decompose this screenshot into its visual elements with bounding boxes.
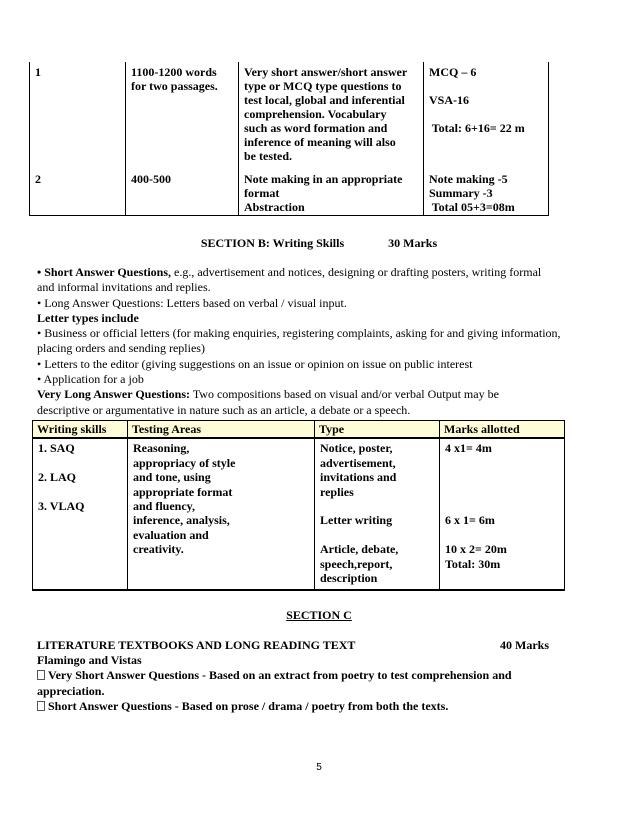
- marks-cell: [424, 164, 549, 216]
- cell-spacer: [445, 499, 560, 513]
- cell-line: Letter writing: [320, 513, 393, 528]
- description-cell: [239, 62, 424, 164]
- literature-section: [37, 638, 597, 714]
- text-line: [37, 296, 597, 311]
- cell-spacer: [445, 485, 560, 499]
- list-item: [37, 668, 597, 683]
- cell-line: test local, global and inferential: [244, 93, 405, 107]
- cell-line: Total 05+3=08m: [429, 200, 515, 214]
- plain-text: and informal invitations and replies.: [37, 280, 211, 295]
- cell-line: VSA-16: [429, 93, 470, 107]
- cell-spacer: [38, 485, 123, 499]
- column-header: Type: [315, 421, 440, 439]
- cell-line: 3. VLAQ: [38, 499, 85, 513]
- cell-line: comprehension. Vocabulary: [244, 107, 387, 121]
- table-row: [33, 438, 565, 590]
- cell-line: Total: 6+16= 22 m: [429, 121, 525, 135]
- text-line: [37, 280, 597, 295]
- item-text: Very Short Answer Questions - Based on an extract from poetry to test comprehension and: [48, 668, 512, 683]
- cell-line: Summary -3: [429, 186, 493, 200]
- description-cell: [239, 164, 424, 216]
- cell-line: and fluency,: [133, 499, 196, 514]
- bold-text: Very Long Answer Questions:: [37, 387, 191, 402]
- cell-line: description: [320, 571, 378, 586]
- list-item-continuation: appreciation.: [37, 683, 105, 698]
- bullet-box-icon: [37, 670, 45, 680]
- cell-line: speech,report,: [320, 556, 393, 571]
- bullet-box-icon: [37, 701, 45, 711]
- cell-line: format: [244, 186, 280, 200]
- cell-line: 1100-1200 words: [131, 65, 217, 79]
- column-header: Marks allotted: [440, 421, 565, 439]
- cell-line: Note making in an appropriate: [244, 172, 403, 186]
- cell-line: inference, analysis,: [133, 513, 230, 528]
- section-c-title: SECTION C: [286, 608, 352, 622]
- section-b-marks: 30 Marks: [388, 236, 438, 250]
- cell-line: advertisement,: [320, 455, 396, 470]
- cell-line: evaluation and: [133, 527, 209, 542]
- table-row: [30, 62, 549, 164]
- writing-skills-table: [32, 420, 565, 591]
- list-item: [37, 699, 597, 714]
- skills-cell: [33, 438, 128, 590]
- cell-line: appropriacy of style: [133, 455, 236, 470]
- section-b-title: SECTION B: Writing Skills: [200, 236, 345, 250]
- page-number: 5: [316, 762, 322, 773]
- word-count-cell: [126, 164, 239, 216]
- item-text: Short Answer Questions - Based on prose / drama / poetry from both the texts.: [48, 698, 449, 713]
- cell-line: 6 x 1= 6m: [445, 513, 495, 528]
- cell-spacer: [429, 107, 544, 121]
- cell-line: for two passages.: [131, 79, 218, 93]
- column-header: Writing skills: [33, 421, 128, 439]
- cell-line: replies: [320, 484, 354, 499]
- marks-allotted-cell: [440, 438, 565, 590]
- cell-line: MCQ – 6: [429, 65, 477, 79]
- cell-spacer: [38, 456, 123, 470]
- text-line: [37, 387, 597, 402]
- cell-spacer: [320, 499, 435, 513]
- table-row: [30, 164, 549, 216]
- cell-spacer: [429, 79, 544, 93]
- text-line: [37, 341, 597, 356]
- text-line: [37, 326, 597, 341]
- section-c-marks: 40 Marks: [500, 638, 549, 652]
- cell-line: 4 x1= 4m: [445, 441, 492, 456]
- plain-text: Two compositions based on visual and/or verbal Output may be: [190, 387, 499, 402]
- cell-line: type or MCQ type questions to: [244, 79, 402, 93]
- cell-line: Article, debate,: [320, 542, 399, 557]
- literature-heading: LITERATURE TEXTBOOKS AND LONG READING TEXT: [37, 638, 356, 652]
- text-line: [37, 357, 597, 372]
- cell-spacer: [445, 528, 560, 542]
- cell-spacer: [445, 456, 560, 470]
- cell-line: Total: 30m: [445, 556, 501, 571]
- type-cell: [315, 438, 440, 590]
- section-b-heading: [0, 236, 638, 251]
- text-line: [37, 311, 597, 326]
- cell-line: Notice, poster,: [320, 441, 393, 456]
- row-number: 2: [30, 164, 126, 216]
- cell-line: creativity.: [133, 542, 184, 557]
- marks-cell: [424, 62, 549, 164]
- table-header-row: [33, 421, 565, 439]
- cell-line: Note making -5: [429, 172, 508, 186]
- plain-text: • Application for a job: [37, 372, 144, 387]
- cell-line: inference of meaning will also: [244, 135, 396, 149]
- plain-text: • Letters to the editor (giving suggestions on an issue or opinion on issue on public interest: [37, 356, 473, 371]
- text-line: [37, 403, 597, 418]
- cell-spacer: [445, 470, 560, 484]
- literature-subheading: Flamingo and Vistas: [37, 653, 142, 668]
- cell-line: such as word formation and: [244, 121, 388, 135]
- writing-skills-text: [37, 265, 597, 418]
- plain-text: • Long Answer Questions: Letters based on verbal / visual input.: [37, 295, 347, 310]
- cell-line: appropriate format: [133, 484, 233, 499]
- cell-line: 2. LAQ: [38, 470, 77, 485]
- word-count-cell: [126, 62, 239, 164]
- plain-text: e.g., advertisement and notices, designing or drafting posters, writing formal: [171, 265, 542, 279]
- cell-line: be tested.: [244, 149, 292, 163]
- reading-marks-table: [29, 62, 549, 216]
- cell-line: 10 x 2= 20m: [445, 542, 507, 557]
- cell-line: Very short answer/short answer: [244, 65, 408, 79]
- cell-line: Reasoning,: [133, 441, 190, 456]
- cell-spacer: [320, 528, 435, 542]
- column-header: Testing Areas: [128, 421, 315, 439]
- row-number: 1: [30, 62, 126, 164]
- cell-line: 1. SAQ: [38, 441, 75, 456]
- cell-line: 400-500: [131, 172, 171, 186]
- cell-line: invitations and: [320, 470, 397, 485]
- bold-text: Letter types include: [37, 310, 139, 325]
- plain-text: descriptive or argumentative in nature such as an article, a debate or a speech.: [37, 402, 411, 417]
- bold-text: • Short Answer Questions,: [37, 265, 171, 279]
- text-line: [37, 265, 597, 280]
- cell-line: Abstraction: [244, 200, 305, 214]
- cell-line: and tone, using: [133, 470, 211, 485]
- text-line: [37, 372, 597, 387]
- plain-text: placing orders and sending replies): [37, 341, 205, 356]
- plain-text: • Business or official letters (for making enquiries, registering complaints, asking for and giving information,: [37, 326, 561, 341]
- areas-cell: [128, 438, 315, 590]
